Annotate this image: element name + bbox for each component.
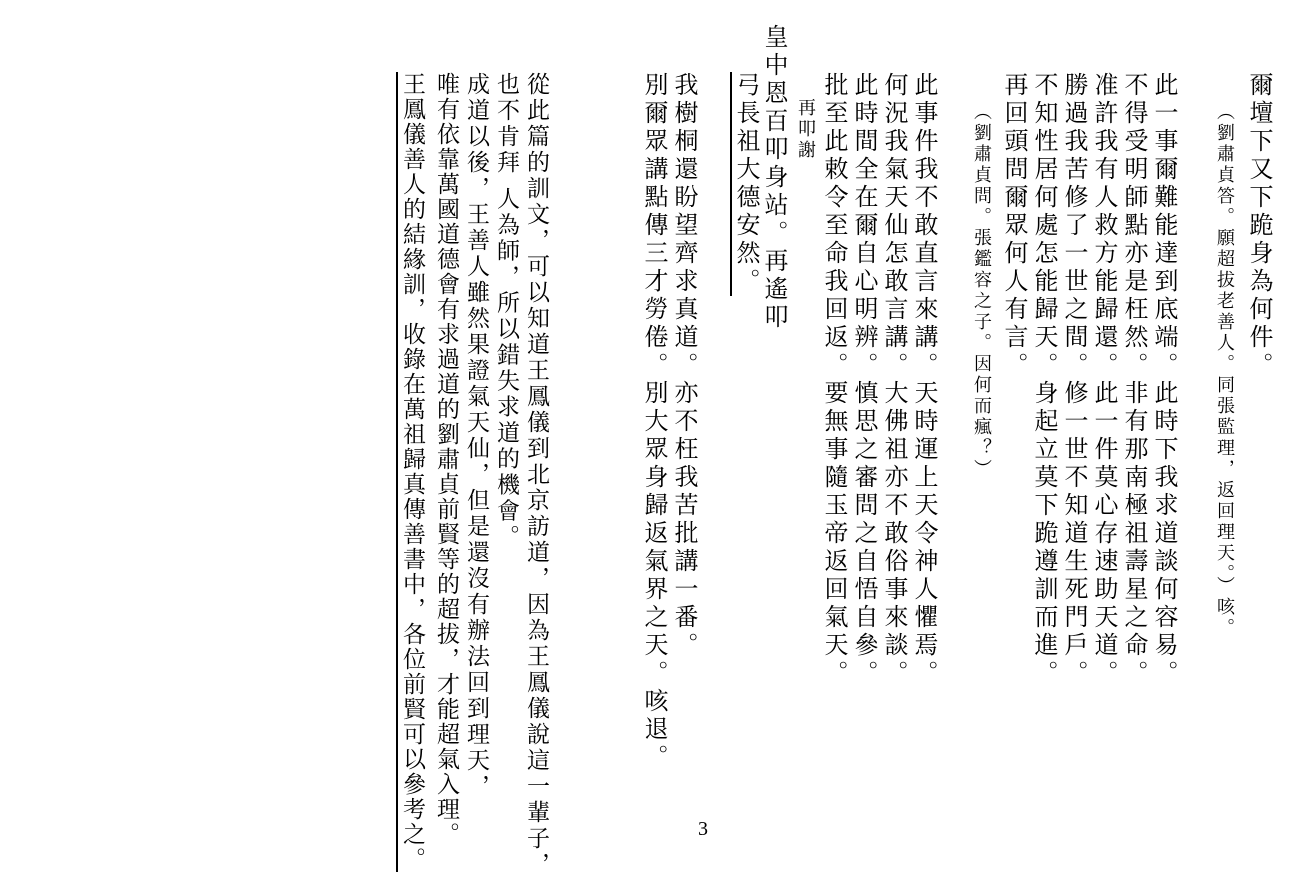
text-column-7: 不知性居何處怎能歸天。身起立莫下跪遵訓而進。	[1030, 72, 1058, 688]
text-column-13: 批至此敕令至命我回返。要無事隨玉帝返回氣天。	[820, 72, 848, 688]
text-column-16: 弓長祖大德安然。	[732, 72, 760, 296]
annotation-column-9: （劉肅貞問。張鑑容之子。因何而瘋？）	[971, 102, 992, 480]
commentary-column-1: 從此篇的訓文，可以知道王鳳儀到北京訪道，因為王鳳儀說這一輩子，	[523, 72, 549, 878]
text-column-12: 此時間全在爾自心明辨。慎思之審問之自悟自參。	[850, 72, 878, 688]
text-column-8: 再回頭問爾眾何人有言。	[1000, 72, 1028, 380]
page-number: 3	[698, 818, 708, 840]
text-column-1: 爾壇下又下跪身為何件。	[1245, 72, 1273, 380]
annotation-column-2: （劉肅貞答。願超拔老善人。同張監理，返回理天。）咳。	[1214, 102, 1235, 639]
text-column-18: 別爾眾講點傳三才勞倦。別大眾身歸返氣界之天。咳退。	[640, 72, 668, 772]
commentary-column-4: 唯有依靠萬國道德會有求過道的劉肅貞前賢等的超拔，才能超氣入理。	[433, 72, 459, 847]
text-column-17: 我樹桐還盼望齊求真道。亦不枉我苦批講一番。	[670, 72, 698, 660]
text-column-3: 此一事爾難能達到底端。此時下我求道談何容易。	[1150, 72, 1178, 688]
text-column-5: 准許我有人救方能歸還。此一件莫心存速助天道。	[1090, 72, 1118, 688]
text-column-10: 此事件我不敢直言來講。天時運上天令神人懼焉。	[910, 72, 938, 688]
text-column-4: 不得受明師點亦是枉然。非有那南極祖壽星之命。	[1120, 72, 1148, 688]
commentary-column-3: 成道以後，王善人雖然果證氣天仙，但是還沒有辦法回到理天，	[463, 72, 489, 800]
text-column-6: 勝過我苦修了一世之間。修一世不知道生死門戶。	[1060, 72, 1088, 688]
commentary-column-2: 也不肯拜 人為師，所以錯失求道的機會。	[493, 72, 519, 551]
text-column-11: 何況我氣天仙怎敢言講。大佛祖亦不敢俗事來談。	[880, 72, 908, 688]
text-column-14: 再叩謝	[795, 98, 816, 161]
text-column-15: 皇中恩百叩身站。再遙叩	[760, 24, 788, 332]
commentary-column-5: 王鳳儀善人的結緣訓，收錄在萬祖歸真傳善書中，各位前賢可以參考之。	[396, 72, 426, 872]
